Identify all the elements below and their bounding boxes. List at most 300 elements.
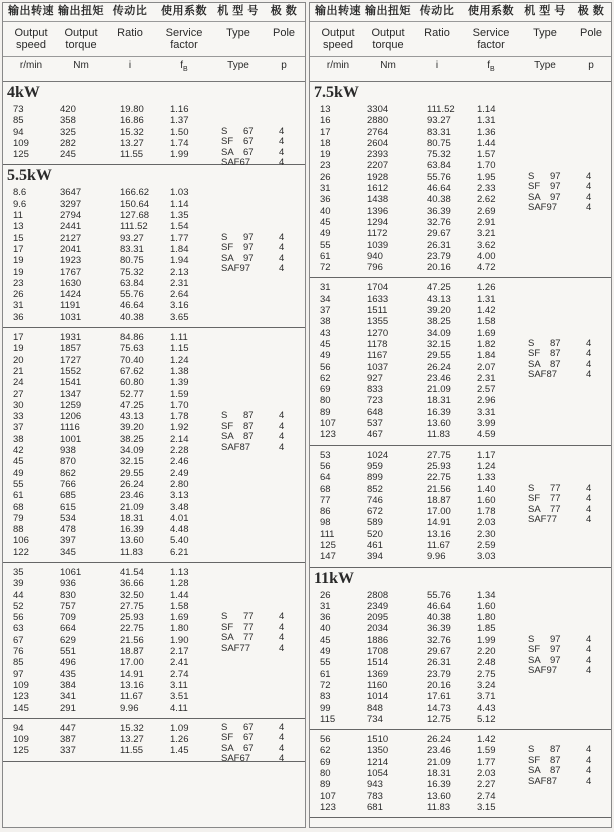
pole-value: 4 (586, 348, 592, 360)
service-factor-cell: 1.77 (477, 756, 496, 768)
type-name: S (528, 633, 535, 645)
type-line (3, 137, 305, 148)
service-factor-cell: 2.30 (477, 528, 496, 540)
ratio-cell: 21.09 (120, 501, 144, 513)
speed-cell: 21 (13, 365, 24, 377)
service-factor-cell: 1.94 (170, 255, 189, 267)
speed-cell: 26 (320, 589, 331, 601)
header-service-factor-zh: 使用系数 (468, 5, 514, 17)
type-name: SA (221, 431, 234, 443)
service-factor-cell: 3.24 (477, 679, 496, 691)
speed-cell: 19 (13, 255, 24, 267)
torque-cell: 358 (60, 115, 76, 127)
torque-cell: 2764 (367, 126, 389, 138)
table-row (310, 138, 611, 149)
ratio-cell: 27.75 (427, 449, 451, 461)
ratio-cell: 11.55 (120, 745, 144, 757)
header-speed-zh: 输出转速 (8, 5, 54, 17)
torque-cell: 467 (367, 429, 383, 441)
speed-cell: 86 (320, 506, 331, 518)
ratio-cell: 29.55 (120, 467, 144, 479)
torque-cell: 927 (367, 372, 383, 384)
data-rows (3, 104, 305, 169)
header-torque-zh: 输出扭矩 (365, 5, 411, 17)
type-line (3, 243, 305, 254)
type-line (3, 642, 305, 658)
type-size: 87 (243, 431, 254, 443)
service-factor-cell: 1.38 (170, 365, 189, 377)
torque-cell: 1039 (367, 239, 389, 251)
type-size: 87 (243, 420, 254, 432)
torque-cell: 1708 (367, 646, 389, 658)
table-row (3, 657, 305, 668)
torque-cell: 1886 (367, 634, 389, 646)
speed-cell: 115 (320, 713, 336, 725)
ratio-cell: 36.39 (427, 623, 451, 635)
type-line (3, 744, 305, 755)
table-group (3, 328, 305, 563)
type-name: S (528, 170, 535, 182)
speed-cell: 53 (320, 449, 331, 461)
speed-cell: 98 (320, 517, 331, 529)
torque-cell: 520 (367, 528, 383, 540)
speed-cell: 123 (320, 801, 336, 813)
service-factor-cell: 1.17 (477, 449, 496, 461)
type-name: SAF87 (528, 369, 558, 381)
speed-cell: 13 (320, 104, 331, 115)
speed-cell: 147 (320, 551, 336, 563)
type-line (3, 411, 305, 422)
data-rows (3, 721, 305, 765)
table-row (310, 149, 611, 160)
torque-cell: 1178 (367, 338, 388, 350)
table-row (3, 502, 305, 513)
service-factor-cell: 1.14 (170, 198, 189, 210)
table-header (3, 3, 305, 82)
ratio-cell: 83.31 (120, 243, 144, 255)
service-factor-cell: 1.26 (170, 734, 189, 746)
ratio-cell: 43.13 (120, 411, 144, 423)
service-factor-cell: 1.54 (170, 221, 189, 233)
ratio-cell: 22.75 (120, 623, 144, 635)
table-row (3, 547, 305, 558)
pole-value: 4 (279, 431, 285, 443)
speed-cell: 17 (13, 332, 24, 344)
type-block (3, 233, 305, 275)
table-row (310, 461, 611, 472)
speed-cell: 109 (13, 137, 29, 149)
ratio-cell: 46.64 (120, 300, 144, 312)
service-factor-cell: 2.41 (170, 657, 189, 669)
type-size: 87 (550, 744, 561, 756)
service-factor-cell: 1.57 (477, 149, 496, 161)
type-name: S (528, 337, 535, 349)
torque-cell: 870 (60, 456, 76, 468)
ratio-cell: 23.46 (427, 745, 451, 757)
ratio-cell: 14.73 (427, 702, 451, 714)
type-block (3, 723, 305, 765)
type-size: 77 (550, 503, 561, 515)
service-factor-cell: 1.40 (477, 483, 496, 495)
pole-value: 4 (586, 654, 592, 666)
service-factor-cell: 1.15 (170, 343, 189, 355)
service-factor-cell: 4.00 (477, 250, 496, 262)
pole-value: 4 (586, 754, 592, 766)
ratio-cell: 12.75 (427, 713, 451, 725)
service-factor-cell: 3.21 (477, 228, 496, 240)
torque-cell: 1514 (367, 657, 389, 669)
service-factor-cell: 1.16 (170, 104, 189, 115)
power-rating-title: 4kW (7, 84, 40, 101)
header-service-factor-en: Service factor (472, 27, 510, 51)
torque-cell: 1612 (367, 183, 389, 195)
service-factor-cell: 1.50 (170, 126, 189, 138)
header-type-en: Type (533, 27, 557, 39)
speed-cell: 61 (320, 250, 331, 262)
table-group (3, 563, 305, 719)
type-name: SAF87 (528, 775, 558, 787)
torque-cell: 757 (60, 600, 76, 612)
header-ratio-en: Ratio (424, 27, 450, 39)
torque-cell: 833 (367, 384, 383, 396)
torque-cell: 1167 (367, 350, 388, 362)
service-factor-cell: 1.39 (170, 377, 189, 389)
speed-cell: 123 (320, 429, 336, 441)
type-name: SA (221, 146, 234, 158)
header-type-unit: Type (534, 60, 556, 71)
type-size: 87 (550, 337, 561, 349)
table-row (310, 601, 611, 612)
torque-cell: 345 (60, 546, 76, 558)
ratio-cell: 36.39 (427, 205, 451, 217)
torque-cell: 3304 (367, 104, 389, 115)
torque-cell: 936 (60, 578, 76, 590)
service-factor-cell: 1.78 (170, 411, 189, 423)
speed-cell: 49 (320, 646, 331, 658)
speed-cell: 56 (13, 612, 24, 624)
table-row (3, 590, 305, 601)
service-factor-cell: 2.31 (170, 277, 189, 289)
pole-value: 4 (279, 146, 285, 158)
service-factor-cell: 1.84 (477, 350, 496, 362)
service-factor-cell: 4.43 (477, 702, 496, 714)
service-factor-cell: 3.65 (170, 311, 189, 323)
torque-cell: 1424 (60, 289, 82, 301)
type-name: SAF77 (528, 514, 558, 525)
pole-value: 4 (586, 191, 592, 203)
speed-cell: 18 (320, 137, 331, 149)
ratio-cell: 26.31 (427, 657, 451, 669)
pole-value: 4 (586, 775, 592, 787)
service-factor-cell: 1.42 (477, 305, 496, 317)
service-factor-cell: 2.20 (477, 646, 496, 658)
type-line (3, 264, 305, 275)
speed-cell: 123 (13, 691, 29, 703)
table-row (310, 160, 611, 171)
speed-cell: 36 (13, 311, 24, 323)
speed-cell: 26 (13, 289, 24, 301)
speed-cell: 69 (320, 384, 331, 396)
torque-cell: 1206 (60, 411, 82, 423)
service-factor-cell: 1.84 (170, 243, 189, 255)
header-service-factor-en: Service factor (165, 27, 203, 51)
header-speed-en: Output speed (321, 27, 355, 51)
torque-cell: 681 (367, 801, 383, 813)
header-pole-en: Pole (272, 27, 296, 39)
header-ratio-unit: i (435, 60, 439, 71)
torque-cell: 447 (60, 722, 76, 734)
type-size: 97 (243, 231, 254, 243)
table-row (3, 400, 305, 411)
service-factor-cell: 1.14 (477, 104, 496, 115)
type-line (3, 254, 305, 265)
header-pole-unit: p (281, 60, 287, 71)
torque-cell: 783 (367, 790, 383, 802)
type-name: SAF77 (221, 642, 251, 654)
type-name: SF (528, 493, 541, 504)
type-line (310, 514, 611, 529)
table-row (3, 456, 305, 467)
speed-cell: 68 (320, 483, 331, 495)
type-name: SAF97 (528, 202, 558, 214)
type-line (310, 635, 611, 646)
service-factor-cell: 1.90 (170, 634, 189, 646)
table-row (310, 691, 611, 702)
ratio-cell: 19.80 (120, 104, 144, 115)
table-row (3, 104, 305, 115)
header-torque-en: Output torque (64, 27, 98, 51)
table-row (3, 221, 305, 232)
service-factor-cell: 4.11 (170, 702, 188, 714)
table-row (3, 377, 305, 388)
table-row (3, 355, 305, 366)
speed-cell: 56 (320, 460, 331, 472)
service-factor-cell: 2.31 (477, 372, 496, 384)
ratio-cell: 23.46 (427, 372, 451, 384)
service-factor-cell: 1.69 (170, 612, 189, 624)
pole-value: 4 (279, 611, 285, 623)
pole-value: 4 (586, 369, 592, 381)
pole-value: 4 (279, 732, 285, 744)
speed-cell: 125 (13, 745, 29, 757)
table-group (3, 165, 305, 328)
speed-cell: 45 (320, 634, 331, 646)
torque-cell: 1704 (367, 282, 389, 294)
speed-cell: 109 (13, 679, 29, 691)
service-factor-cell: 1.24 (477, 460, 496, 472)
service-factor-cell: 4.01 (170, 512, 189, 524)
table-row (3, 578, 305, 589)
speed-cell: 16 (320, 115, 331, 127)
service-factor-cell: 5.40 (170, 535, 189, 547)
table-row (3, 601, 305, 612)
service-factor-cell: 2.28 (170, 445, 189, 457)
pole-value: 4 (279, 420, 285, 432)
table-row (310, 540, 611, 551)
type-line (310, 775, 611, 791)
table-row (310, 251, 611, 262)
speed-cell: 85 (13, 657, 24, 669)
header-type-en: Type (226, 27, 250, 39)
torque-cell: 1037 (367, 361, 389, 373)
type-line (310, 193, 611, 204)
table-row (3, 669, 305, 680)
type-line (310, 484, 611, 495)
table-row (310, 450, 611, 461)
speed-cell: 39 (13, 578, 24, 590)
torque-cell: 435 (60, 668, 76, 680)
speed-cell: 52 (13, 600, 24, 612)
type-name: SF (528, 348, 541, 360)
ratio-cell: 18.87 (427, 494, 451, 506)
speed-cell: 79 (13, 512, 24, 524)
torque-cell: 1160 (367, 679, 388, 691)
service-factor-cell: 3.13 (170, 490, 189, 502)
ratio-cell: 55.76 (120, 289, 144, 301)
service-factor-cell: 2.91 (477, 216, 496, 228)
type-line (3, 733, 305, 744)
type-name: S (528, 482, 535, 494)
type-name: SF (528, 181, 541, 193)
pole-value: 4 (279, 742, 285, 754)
ratio-cell: 40.38 (427, 194, 451, 206)
type-size: 97 (550, 644, 561, 656)
ratio-cell: 13.16 (120, 679, 144, 691)
speed-cell: 49 (13, 467, 24, 479)
service-factor-cell: 2.80 (170, 478, 189, 490)
data-rows (310, 590, 611, 726)
speed-cell: 40 (320, 623, 331, 635)
speed-cell: 24 (13, 377, 24, 389)
speed-cell: 35 (13, 566, 24, 578)
speed-cell: 56 (320, 734, 331, 746)
table-row (310, 328, 611, 339)
torque-cell: 709 (60, 612, 76, 624)
speed-cell: 125 (320, 539, 336, 551)
speed-cell: 72 (320, 262, 331, 274)
type-name: SA (528, 654, 541, 666)
type-name: S (528, 744, 535, 756)
ratio-cell: 25.93 (427, 460, 451, 472)
ratio-cell: 18.31 (120, 512, 144, 524)
speed-cell: 72 (320, 679, 331, 691)
torque-cell: 420 (60, 104, 76, 115)
type-line (3, 633, 305, 644)
type-line (310, 656, 611, 667)
header-torque-zh: 输出扭矩 (58, 5, 104, 17)
header-service-factor-unit: $f_B$ (487, 60, 495, 73)
speed-cell: 107 (320, 418, 336, 430)
table-row (310, 262, 611, 273)
data-rows (3, 567, 305, 714)
torque-cell: 551 (60, 646, 76, 658)
ratio-cell: 23.79 (427, 250, 451, 262)
torque-cell: 830 (60, 589, 76, 601)
torque-cell: 245 (60, 149, 76, 161)
torque-cell: 537 (367, 418, 383, 430)
data-rows (3, 187, 305, 323)
type-block (310, 745, 611, 787)
service-factor-cell: 1.92 (170, 422, 189, 434)
speed-cell: 27 (13, 388, 24, 400)
service-factor-cell: 3.11 (170, 679, 188, 691)
service-factor-cell: 3.51 (170, 691, 189, 703)
pole-value: 4 (586, 644, 592, 656)
speed-cell: 122 (13, 546, 29, 558)
table-row (3, 567, 305, 578)
ratio-cell: 26.24 (120, 478, 144, 490)
ratio-cell: 11.83 (427, 429, 451, 441)
service-factor-cell: 2.59 (477, 539, 496, 551)
ratio-cell: 34.09 (427, 327, 451, 339)
ratio-cell: 166.62 (120, 187, 150, 199)
ratio-cell: 80.75 (120, 255, 144, 267)
ratio-cell: 80.75 (427, 137, 451, 149)
header-service-factor-unit: $f_B$ (180, 60, 188, 73)
type-name: SAF67 (221, 157, 251, 169)
table-group (310, 568, 611, 731)
service-factor-cell: 2.49 (170, 467, 189, 479)
speed-cell: 34 (320, 293, 331, 305)
service-factor-cell: 1.95 (477, 171, 496, 183)
ratio-cell: 13.27 (120, 734, 144, 746)
speed-cell: 64 (320, 472, 331, 484)
torque-cell: 943 (367, 779, 383, 791)
type-name: SAF67 (221, 753, 251, 765)
speed-cell: 36 (320, 194, 331, 206)
pole-value: 4 (586, 358, 592, 370)
torque-cell: 1116 (60, 422, 80, 434)
torque-cell: 1727 (60, 354, 82, 366)
service-factor-cell: 1.33 (477, 472, 496, 484)
torque-cell: 387 (60, 734, 76, 746)
type-size: 97 (550, 654, 561, 666)
torque-cell: 1633 (367, 293, 389, 305)
speed-cell: 11 (13, 210, 23, 222)
table-row (310, 294, 611, 305)
speed-cell: 77 (320, 494, 331, 506)
data-rows (3, 332, 305, 558)
type-block (3, 411, 305, 453)
type-line (3, 422, 305, 433)
speed-cell: 83 (320, 691, 331, 703)
type-size: 97 (550, 191, 561, 203)
table-group (310, 446, 611, 568)
service-factor-cell: 1.74 (170, 137, 189, 149)
speed-cell: 15 (13, 232, 24, 244)
speed-cell: 99 (320, 702, 331, 714)
service-factor-cell: 1.35 (170, 210, 189, 222)
type-name: SA (528, 358, 541, 370)
type-size: 87 (550, 754, 561, 766)
type-name: SA (221, 252, 234, 264)
torque-cell: 1014 (367, 691, 389, 703)
header-speed-unit: r/min (19, 60, 43, 71)
torque-cell: 615 (60, 501, 76, 513)
speed-cell: 8.6 (13, 187, 27, 199)
header-speed-unit: r/min (326, 60, 350, 71)
torque-cell: 664 (60, 623, 76, 635)
ratio-cell: 75.63 (120, 343, 144, 355)
torque-cell: 1054 (367, 768, 389, 780)
ratio-cell: 13.60 (427, 418, 451, 430)
service-factor-cell: 2.62 (477, 194, 496, 206)
speed-cell: 89 (320, 406, 331, 418)
header-type-zh: 机 型 号 (217, 5, 259, 17)
torque-cell: 1031 (60, 311, 82, 323)
torque-cell: 1350 (367, 745, 389, 757)
speed-cell: 44 (13, 589, 24, 601)
